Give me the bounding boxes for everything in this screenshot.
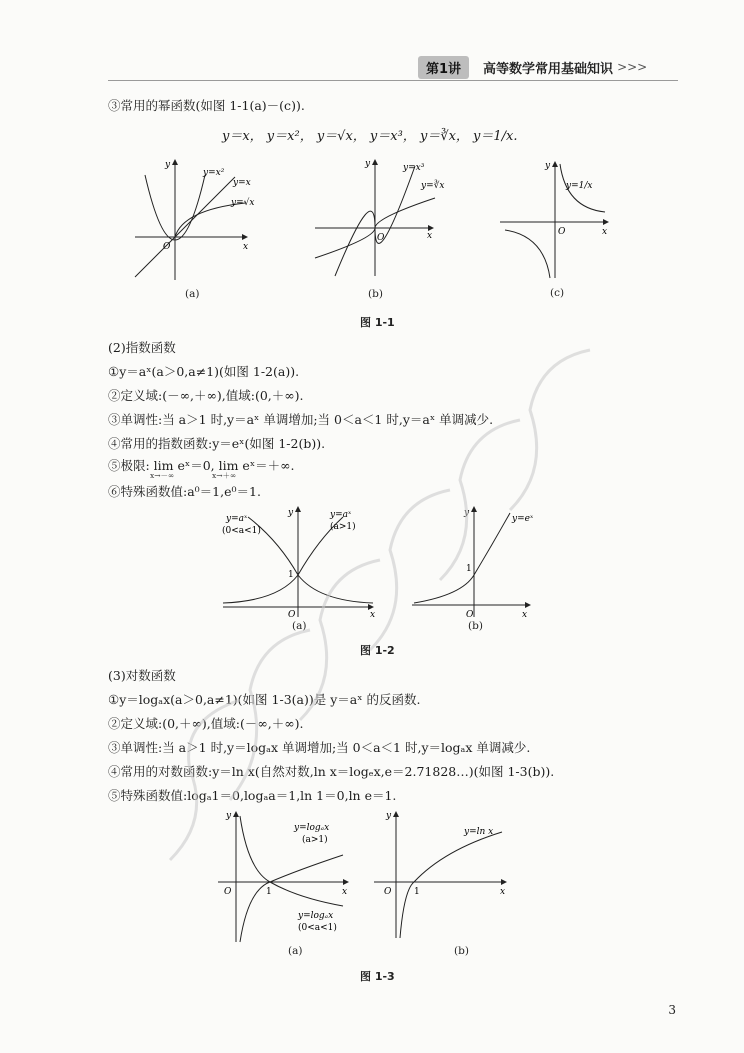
log-line-1: ①y＝logₐx(a＞0,a≠1)(如图 1-3(a))是 y＝aˣ 的反函数. bbox=[108, 692, 421, 707]
fig-1-2a-label-dec: y=aˣ bbox=[226, 514, 248, 524]
caption-1-2: 图 1-2 bbox=[360, 644, 395, 657]
fig-1-2a-one: 1 bbox=[288, 570, 294, 580]
chapter-arrows: >>> bbox=[617, 60, 648, 74]
chapter-header bbox=[418, 56, 678, 78]
page-number: 3 bbox=[668, 1003, 676, 1017]
log-line-3: ③单调性:当 a＞1 时,y＝logₐx 单调增加;当 0＜a＜1 时,y＝logₐx 单调减少. bbox=[108, 740, 531, 755]
fig-1-2a-yaxis: y bbox=[288, 508, 294, 518]
fig-1-2b-label: y=eˣ bbox=[512, 514, 534, 524]
fig-1-1b-label-cube: y=x³ bbox=[403, 163, 425, 173]
fig-1-1a-origin: O bbox=[163, 242, 171, 252]
fig-1-1a-label-xsq: y=x² bbox=[203, 168, 225, 178]
exp-line-1: ①y＝aˣ(a＞0,a≠1)(如图 1-2(a)). bbox=[108, 364, 300, 379]
fig-1-1c-label-recip: y=1/x bbox=[566, 181, 593, 191]
exp-line-3: ③单调性:当 a＞1 时,y＝aˣ 单调增加;当 0＜a＜1 时,y＝aˣ 单调减少. bbox=[108, 412, 494, 427]
fig-1-2b-yaxis: y bbox=[464, 508, 470, 518]
fig-1-2a-origin: O bbox=[288, 610, 296, 620]
fig-1-1b-sub: (b) bbox=[368, 288, 383, 300]
fig-1-3b-yaxis: y bbox=[386, 811, 392, 821]
fig-1-3a-label-inc-cond: (a>1) bbox=[302, 835, 328, 845]
fig-1-1c-sub: (c) bbox=[550, 287, 565, 299]
chapter-title: 高等数学常用基础知识 bbox=[483, 61, 614, 77]
fig-1-3a-origin: O bbox=[224, 887, 232, 897]
chapter-tag: 第1讲 bbox=[418, 56, 469, 79]
fig-1-2a-label-inc: y=aˣ bbox=[330, 510, 352, 520]
fig-1-2a-label-dec-cond: (0<a<1) bbox=[222, 526, 261, 536]
fig-1-3a-one: 1 bbox=[266, 887, 272, 897]
fig-1-2a-sub: (a) bbox=[292, 620, 307, 632]
figure-1-1b bbox=[315, 158, 445, 282]
power-intro: ③常用的幂函数(如图 1-1(a)－(c)). bbox=[108, 98, 305, 113]
power-formula: y＝x， y＝x²， y＝√x， y＝x³， y＝∛x， y＝1/x. bbox=[222, 129, 518, 144]
figure-1-2a bbox=[218, 505, 378, 624]
fig-1-3a-xaxis: x bbox=[342, 887, 348, 897]
fig-1-1c-origin: O bbox=[558, 227, 566, 237]
caption-1-3: 图 1-3 bbox=[360, 970, 395, 983]
fig-1-2b-origin: O bbox=[466, 610, 474, 620]
fig-1-2b-xaxis: x bbox=[522, 610, 528, 620]
fig-1-3b-sub: (b) bbox=[454, 945, 469, 957]
caption-1-1: 图 1-1 bbox=[360, 316, 395, 329]
log-line-4: ④常用的对数函数:y＝ln x(自然对数,ln x＝logₑx,e＝2.71828…)(如图 1-3(b)). bbox=[108, 764, 555, 779]
exp-line-2: ②定义域:(－∞,＋∞),值域:(0,＋∞). bbox=[108, 388, 304, 403]
lim-subscript-2: x→＋∞ bbox=[212, 471, 237, 480]
fig-1-1a-label-sqrt: y=√x bbox=[231, 198, 255, 208]
exp-line-4: ④常用的指数函数:y＝eˣ(如图 1-2(b)). bbox=[108, 436, 326, 451]
fig-1-3a-label-dec-cond: (0<a<1) bbox=[298, 923, 337, 933]
fig-1-2a-label-inc-cond: (a>1) bbox=[330, 522, 356, 532]
fig-1-3a-label-inc: y=logₐx bbox=[294, 823, 330, 833]
fig-1-1c-yaxis: y bbox=[545, 161, 551, 171]
figure-1-3b bbox=[374, 810, 514, 944]
log-line-5: ⑤特殊函数值:logₐ1＝0,logₐa＝1,ln 1＝0,ln e＝1. bbox=[108, 788, 397, 803]
fig-1-2a-xaxis: x bbox=[370, 610, 376, 620]
fig-1-2b-one: 1 bbox=[466, 564, 472, 574]
exp-line-6: ⑥特殊函数值:a⁰＝1,e⁰＝1. bbox=[108, 484, 261, 499]
fig-1-1b-xaxis: x bbox=[427, 231, 433, 241]
exp-line-5: ⑤极限: lim eˣ＝0, lim eˣ＝＋∞. bbox=[108, 458, 295, 473]
fig-1-3a-sub: (a) bbox=[288, 945, 303, 957]
header-rule bbox=[108, 80, 678, 81]
log-line-2: ②定义域:(0,＋∞),值域:(－∞,＋∞). bbox=[108, 716, 304, 731]
log-line-0: (3)对数函数 bbox=[108, 668, 176, 683]
fig-1-3b-xaxis: x bbox=[500, 887, 506, 897]
fig-1-3a-yaxis: y bbox=[226, 811, 232, 821]
lim-subscript-1: x→－∞ bbox=[150, 471, 175, 480]
figure-1-1c bbox=[500, 160, 615, 284]
fig-1-3b-one: 1 bbox=[414, 887, 420, 897]
fig-1-1b-label-cbrt: y=∛x bbox=[421, 181, 445, 191]
figure-1-3a bbox=[218, 810, 358, 949]
fig-1-3b-origin: O bbox=[384, 887, 392, 897]
fig-1-1a-yaxis: y bbox=[165, 160, 171, 170]
fig-1-1a-xaxis: x bbox=[243, 242, 249, 252]
fig-1-1a-sub: (a) bbox=[185, 288, 200, 300]
fig-1-2b-sub: (b) bbox=[468, 620, 483, 632]
fig-1-1c-xaxis: x bbox=[602, 227, 608, 237]
fig-1-3a-label-dec: y=logₐx bbox=[298, 911, 334, 921]
fig-1-1b-yaxis: y bbox=[365, 159, 371, 169]
fig-1-3b-label: y=ln x bbox=[464, 827, 494, 837]
figure-1-2b bbox=[412, 505, 542, 624]
fig-1-1b-origin: O bbox=[377, 233, 385, 243]
fig-1-1a-label-x: y=x bbox=[233, 178, 251, 188]
figure-1-1a bbox=[135, 155, 265, 289]
exp-line-0: (2)指数函数 bbox=[108, 340, 176, 355]
